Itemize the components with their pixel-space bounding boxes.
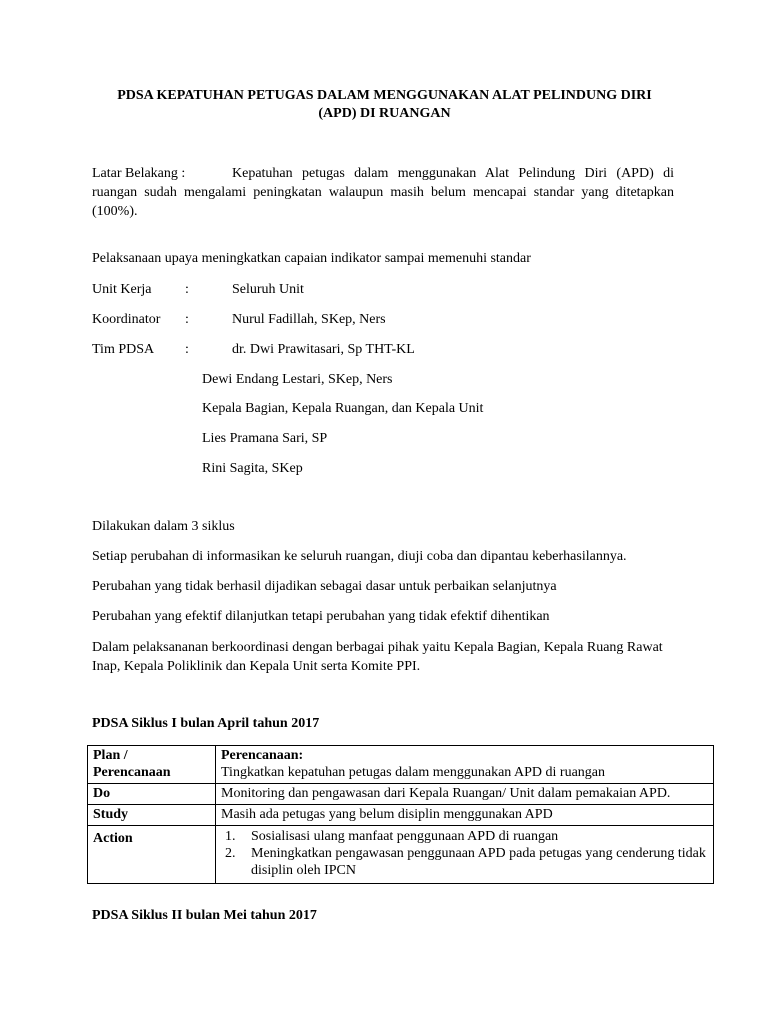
tim-pdsa-colon: : bbox=[185, 342, 189, 357]
list-item-text: Sosialisasi ulang manfaat penggunaan APD di ruangan bbox=[251, 829, 559, 844]
team-member: Kepala Bagian, Kepala Ruangan, dan Kepala Unit bbox=[202, 401, 484, 416]
table-row-plan bbox=[88, 746, 714, 784]
table-row-action bbox=[88, 826, 714, 884]
do-key-cell: Do bbox=[88, 784, 216, 805]
koordinator-colon: : bbox=[185, 312, 189, 327]
unit-kerja-value: Seluruh Unit bbox=[232, 282, 304, 297]
list-item bbox=[221, 828, 708, 845]
perubahan-efektif-text: Perubahan yang efektif dilanjutkan tetapi perubahan yang tidak efektif dihentikan bbox=[92, 609, 550, 624]
siklus-1-heading: PDSA Siklus I bulan April tahun 2017 bbox=[92, 716, 320, 731]
list-item-number: 1. bbox=[225, 829, 236, 844]
latar-belakang-label: Latar Belakang : bbox=[92, 166, 186, 181]
setiap-perubahan-text: Setiap perubahan di informasikan ke seluruh ruangan, diuji coba dan dipantau keberhasilannya. bbox=[92, 549, 627, 564]
koordinasi-paragraph: Dalam pelaksananan berkoordinasi dengan berbagai pihak yaitu Kepala Bagian, Kepala Ruang Rawat Inap, Kepala Poliklinik dan Kepala Unit serta Komite PPI. bbox=[92, 640, 663, 674]
table-row-study bbox=[88, 805, 714, 826]
title-line-2: (APD) DI RUANGAN bbox=[318, 106, 451, 121]
document-title bbox=[92, 87, 677, 123]
title-line-1: PDSA KEPATUHAN PETUGAS DALAM MENGGUNAKAN ALAT PELINDUNG DIRI bbox=[117, 88, 652, 103]
list-item bbox=[221, 845, 708, 879]
plan-key-cell bbox=[88, 746, 216, 784]
pdsa-siklus-1-table bbox=[87, 745, 714, 884]
koordinator-value: Nurul Fadillah, SKep, Ners bbox=[232, 312, 386, 327]
latar-belakang-text: Kepatuhan petugas dalam menggunakan Alat Pelindung Diri (APD) di ruangan sudah mengalami peningkatan walaupun masih belum mencapai standar yang ditetapkan (100%). bbox=[92, 166, 674, 219]
tim-pdsa-value: dr. Dwi Prawitasari, Sp THT-KL bbox=[232, 342, 415, 357]
latar-belakang-paragraph bbox=[92, 164, 674, 221]
study-key-cell: Study bbox=[88, 805, 216, 826]
unit-kerja-colon: : bbox=[185, 282, 189, 297]
plan-key-line-1: Plan / bbox=[93, 748, 128, 763]
action-list bbox=[221, 828, 708, 879]
unit-kerja-label: Unit Kerja bbox=[92, 282, 152, 297]
team-member: Rini Sagita, SKep bbox=[202, 461, 303, 476]
plan-key-line-2: Perencanaan bbox=[93, 765, 171, 780]
tim-pdsa-label: Tim PDSA bbox=[92, 342, 155, 357]
study-value-cell: Masih ada petugas yang belum disiplin menggunakan APD bbox=[216, 805, 714, 826]
plan-text: Tingkatkan kepatuhan petugas dalam menggunakan APD di ruangan bbox=[221, 765, 606, 780]
team-member: Dewi Endang Lestari, SKep, Ners bbox=[202, 372, 393, 387]
action-value-cell bbox=[216, 826, 714, 884]
team-member: Lies Pramana Sari, SP bbox=[202, 431, 328, 446]
koordinator-label: Koordinator bbox=[92, 312, 161, 327]
list-item-number: 2. bbox=[225, 846, 236, 861]
siklus-count-text: Dilakukan dalam 3 siklus bbox=[92, 519, 235, 534]
plan-heading: Perencanaan: bbox=[221, 748, 304, 763]
action-key-cell: Action bbox=[88, 826, 216, 884]
pelaksanaan-text: Pelaksanaan upaya meningkatkan capaian indikator sampai memenuhi standar bbox=[92, 251, 531, 266]
siklus-2-heading: PDSA Siklus II bulan Mei tahun 2017 bbox=[92, 908, 317, 923]
table-row-do bbox=[88, 784, 714, 805]
do-value-cell: Monitoring dan pengawasan dari Kepala Ruangan/ Unit dalam pemakaian APD. bbox=[216, 784, 714, 805]
plan-value-cell bbox=[216, 746, 714, 784]
perubahan-tidak-berhasil-text: Perubahan yang tidak berhasil dijadikan sebagai dasar untuk perbaikan selanjutnya bbox=[92, 579, 557, 594]
list-item-text: Meningkatkan pengawasan penggunaan APD pada petugas yang cenderung tidak disiplin oleh IPCN bbox=[251, 846, 706, 878]
